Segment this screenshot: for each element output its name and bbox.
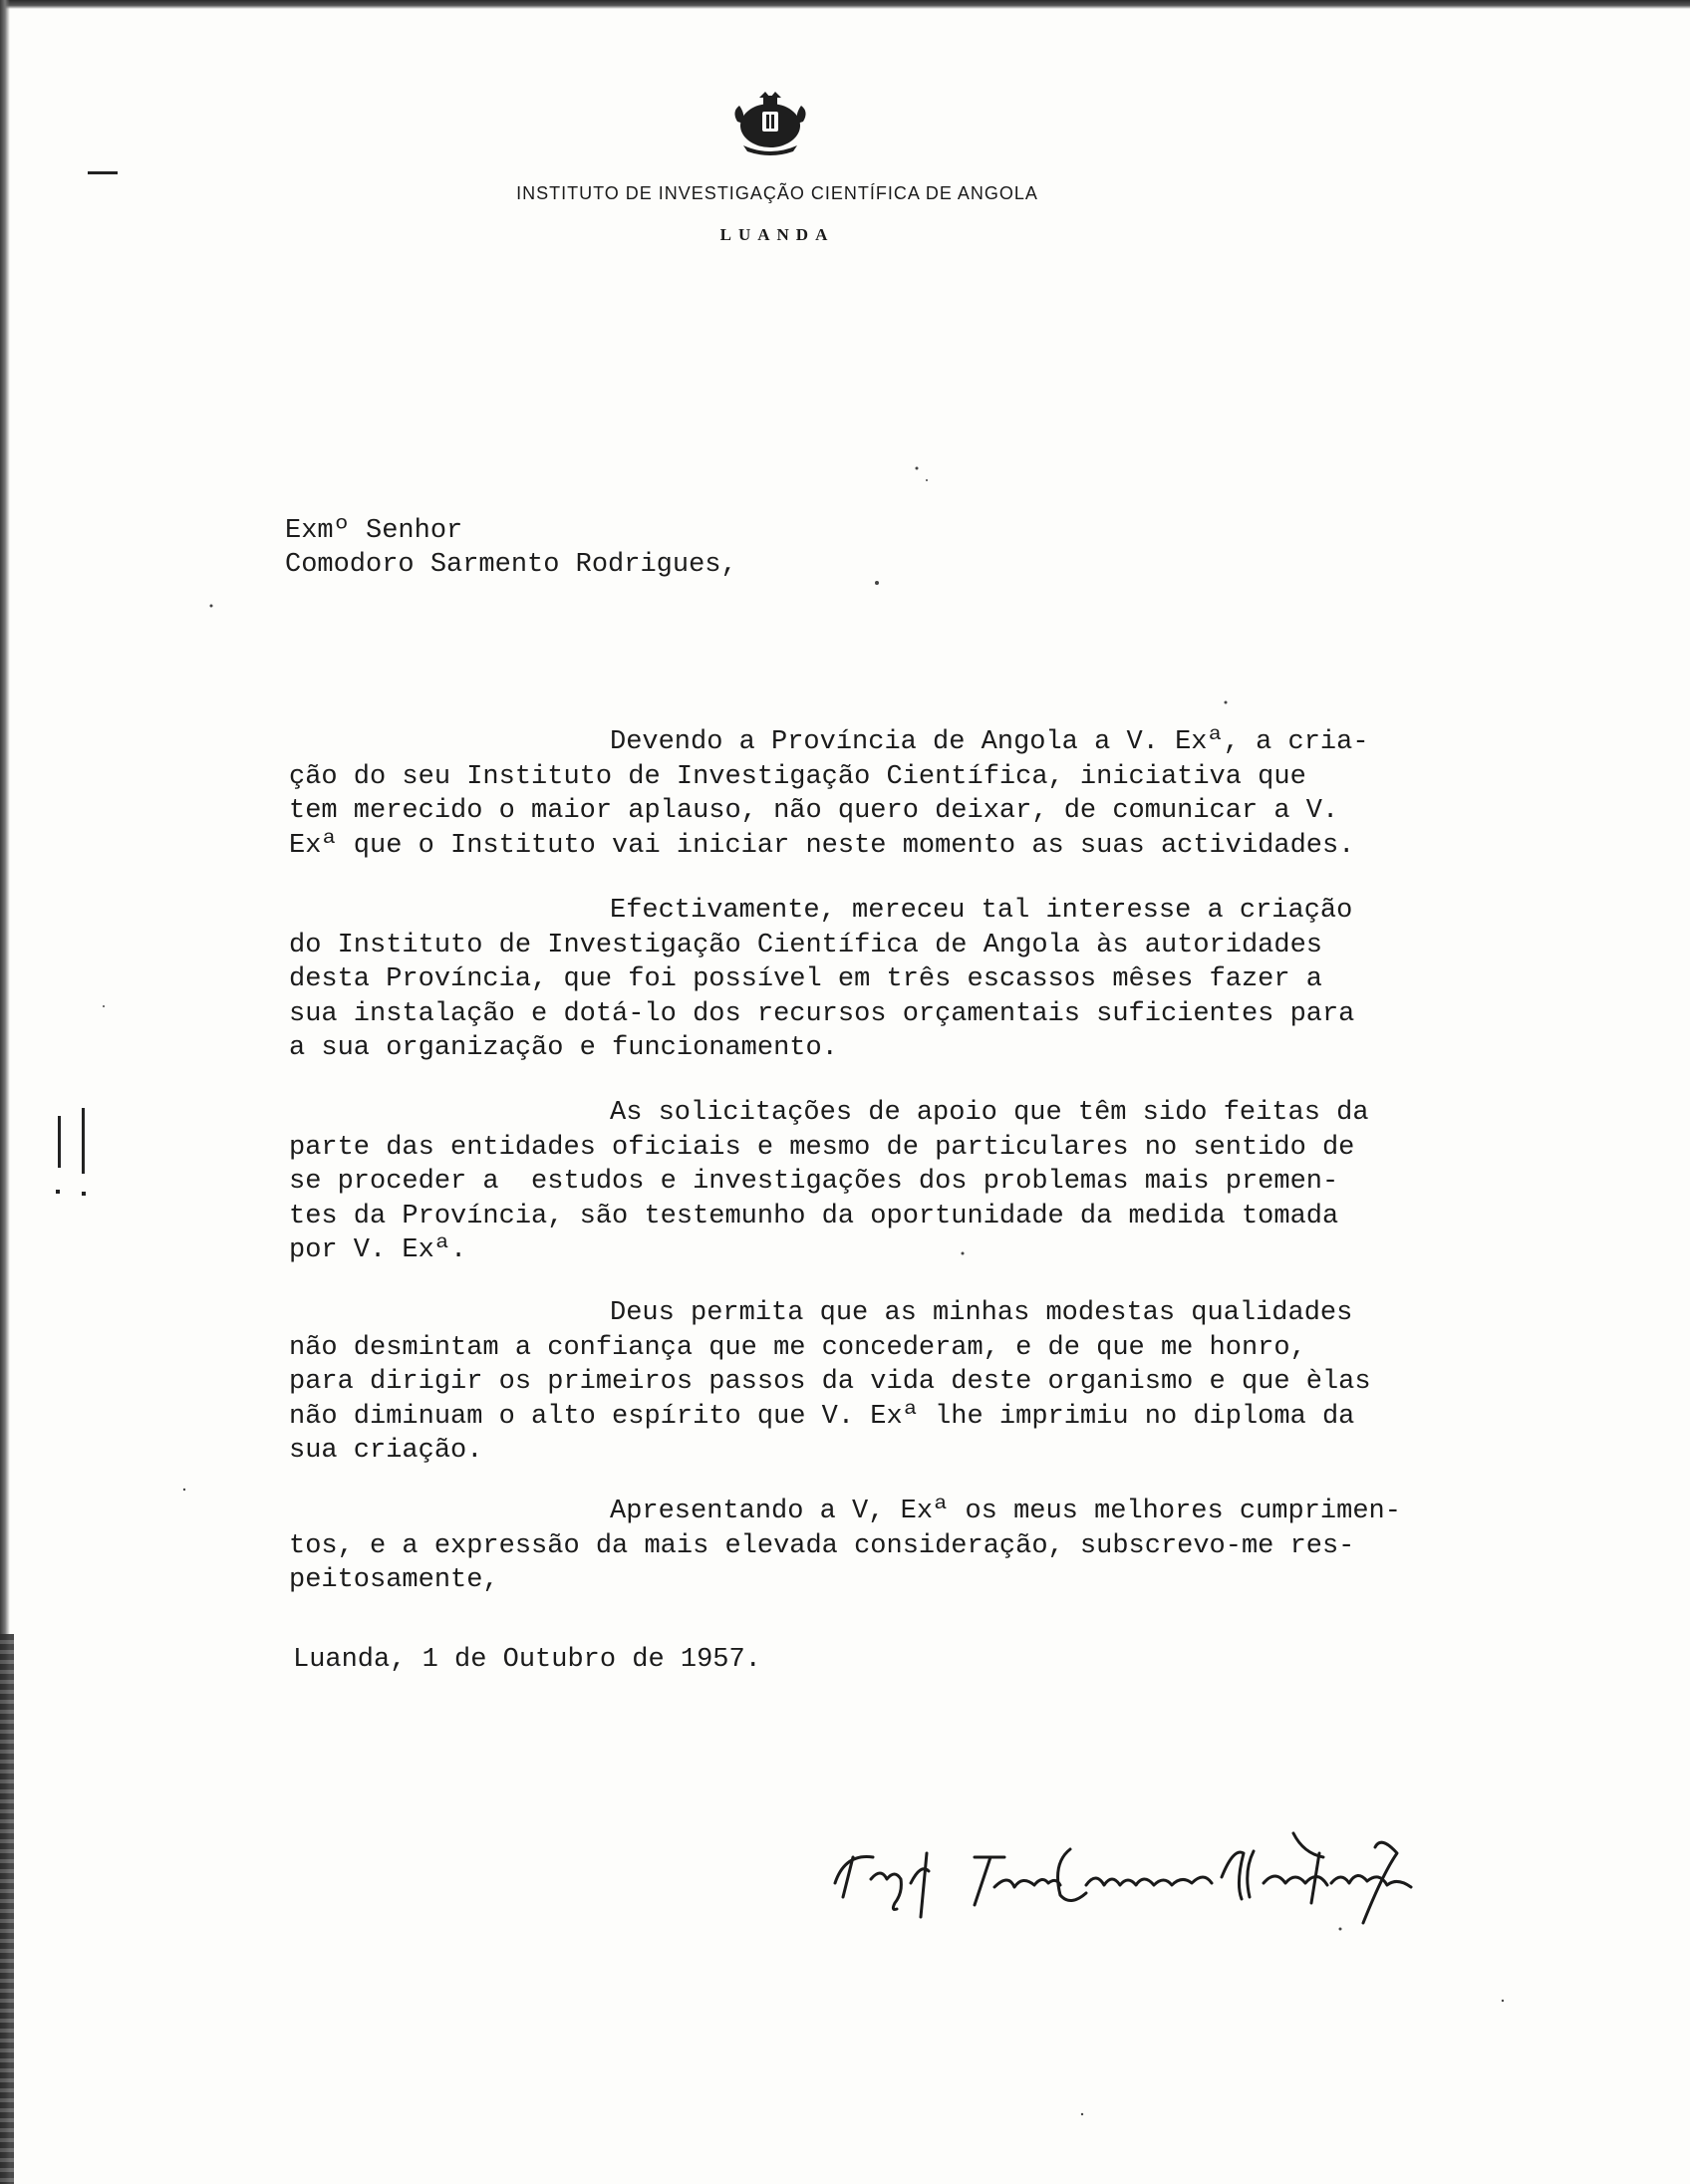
place-date: Luanda, 1 de Outubro de 1957. — [293, 1645, 761, 1675]
salutation-title: Exmº Senhor — [285, 516, 463, 546]
scan-edge-top — [0, 0, 1690, 9]
scan-mark — [82, 1192, 86, 1196]
paragraph-line: por V. Exª. — [289, 1235, 467, 1265]
paragraph-line: não diminuam o alto espírito que V. Exª lhe imprimiu no diploma da — [289, 1401, 1355, 1432]
paragraph-line: do Instituto de Investigação Científica de Angola às autoridades — [289, 930, 1322, 960]
paragraph-line: Devendo a Província de Angola a V. Exª, a cria- — [610, 727, 1369, 757]
paragraph — [289, 894, 1535, 1066]
scan-edge-left-dark — [0, 1634, 14, 2184]
institute-name: INSTITUTO DE INVESTIGAÇÃO CIENTÍFICA DE ANGOLA — [516, 183, 1038, 203]
paragraph-line: Exª que o Instituto vai iniciar neste momento as suas actividades. — [289, 830, 1355, 861]
paragraph-line: Apresentando a V, Exª os meus melhores cumprimen- — [610, 1497, 1401, 1526]
paragraph-line: não desmintam a confiança que me concederam, e de que me honro, — [289, 1332, 1306, 1363]
paragraph-line: se proceder a estudos e investigações dos problemas mais premen- — [289, 1167, 1339, 1197]
scan-mark — [56, 1190, 60, 1194]
paragraph-line: para dirigir os primeiros passos da vida deste organismo e que èlas — [289, 1367, 1371, 1397]
scan-mark — [58, 1116, 61, 1168]
paragraph-line: Efectivamente, mereceu tal interesse a criação — [610, 896, 1353, 926]
handwritten-signature — [825, 1813, 1562, 1933]
salutation-name: Comodoro Sarmento Rodrigues, — [285, 550, 737, 580]
paragraph-line: sua criação. — [289, 1436, 483, 1466]
paragraph-line: desta Província, que foi possível em três escassos mêses fazer a — [289, 964, 1322, 994]
paragraph — [289, 1495, 1535, 1598]
paragraph-line: a sua organização e funcionamento. — [289, 1033, 838, 1063]
paragraph-line: tos, e a expressão da mais elevada consideração, subscrevo-me res- — [289, 1530, 1355, 1561]
scan-mark — [88, 171, 118, 174]
paragraph-line: tes da Província, são testemunho da oportunidade da medida tomada — [289, 1201, 1339, 1231]
paragraph — [289, 1096, 1535, 1268]
paragraph — [289, 1296, 1535, 1469]
paragraph-line: sua instalação e dotá-lo dos recursos orçamentais suficientes para — [289, 998, 1355, 1029]
paragraph-line: Deus permita que as minhas modestas qualidades — [610, 1298, 1353, 1328]
scan-mark — [82, 1108, 85, 1174]
paragraph-line: parte das entidades oficiais e mesmo de particulares no sentido de — [289, 1132, 1355, 1163]
paragraph-line: ção do seu Instituto de Investigação Científica, iniciativa que — [289, 761, 1306, 792]
paragraph-line: tem merecido o maior aplauso, não quero deixar, de comunicar a V. — [289, 796, 1339, 826]
paragraph-line: As solicitações de apoio que têm sido feitas da — [610, 1098, 1369, 1128]
letterhead-city: LUANDA — [719, 225, 835, 244]
paragraph — [289, 725, 1535, 863]
coat-of-arms-icon — [729, 92, 811, 157]
paragraph-line: peitosamente, — [289, 1565, 499, 1595]
